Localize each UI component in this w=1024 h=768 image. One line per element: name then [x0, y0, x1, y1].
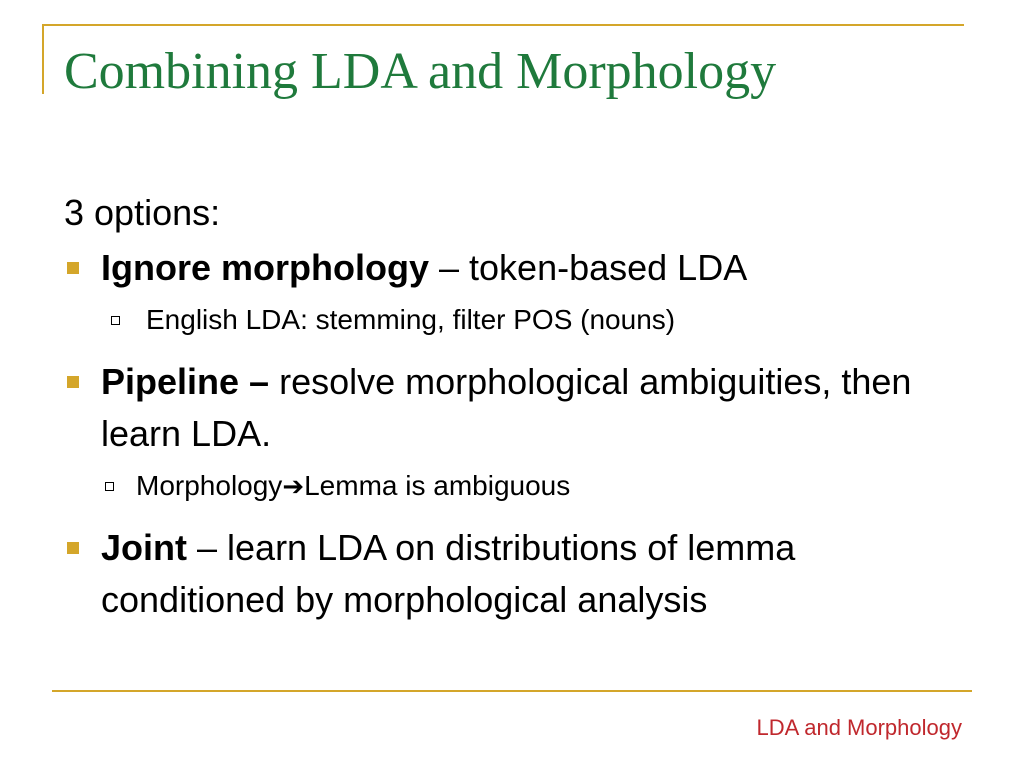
frame-top-rule — [42, 24, 964, 26]
item-bold-label: Ignore morphology — [101, 247, 429, 288]
sub-bullet-morphology-lemma — [64, 464, 964, 508]
slide-body — [64, 186, 964, 626]
footer-rule — [52, 690, 972, 692]
hollow-square-bullet-icon — [111, 316, 120, 325]
item-text: resolve morphological ambiguities, then learn LDA. — [101, 361, 912, 454]
square-bullet-icon — [67, 262, 79, 274]
sub-item-text-after: Lemma is ambiguous — [304, 470, 571, 501]
square-bullet-icon — [67, 542, 79, 554]
bullet-item-ignore-morphology — [64, 242, 964, 294]
slide-title: Combining LDA and Morphology — [64, 43, 777, 100]
sub-bullet-english-lda — [64, 298, 964, 342]
item-text: – learn LDA on distributions of lemma conditioned by morphological analysis — [101, 527, 796, 620]
item-bold-label: Joint — [101, 527, 187, 568]
frame-left-rule — [42, 24, 44, 94]
intro-text: 3 options: — [64, 192, 221, 233]
sub-item-text-before: Morphology — [136, 470, 283, 501]
item-bold-label: Pipeline – — [101, 361, 270, 402]
item-text: – token-based LDA — [429, 247, 748, 288]
square-bullet-icon — [67, 376, 79, 388]
bullet-item-pipeline — [64, 356, 964, 460]
bullet-item-joint — [64, 522, 964, 626]
right-arrow-icon: ➔ — [282, 471, 305, 501]
sub-item-text: English LDA: stemming, filter POS (nouns) — [146, 304, 676, 335]
hollow-square-bullet-icon — [105, 482, 114, 491]
footer-text: LDA and Morphology — [756, 715, 962, 740]
